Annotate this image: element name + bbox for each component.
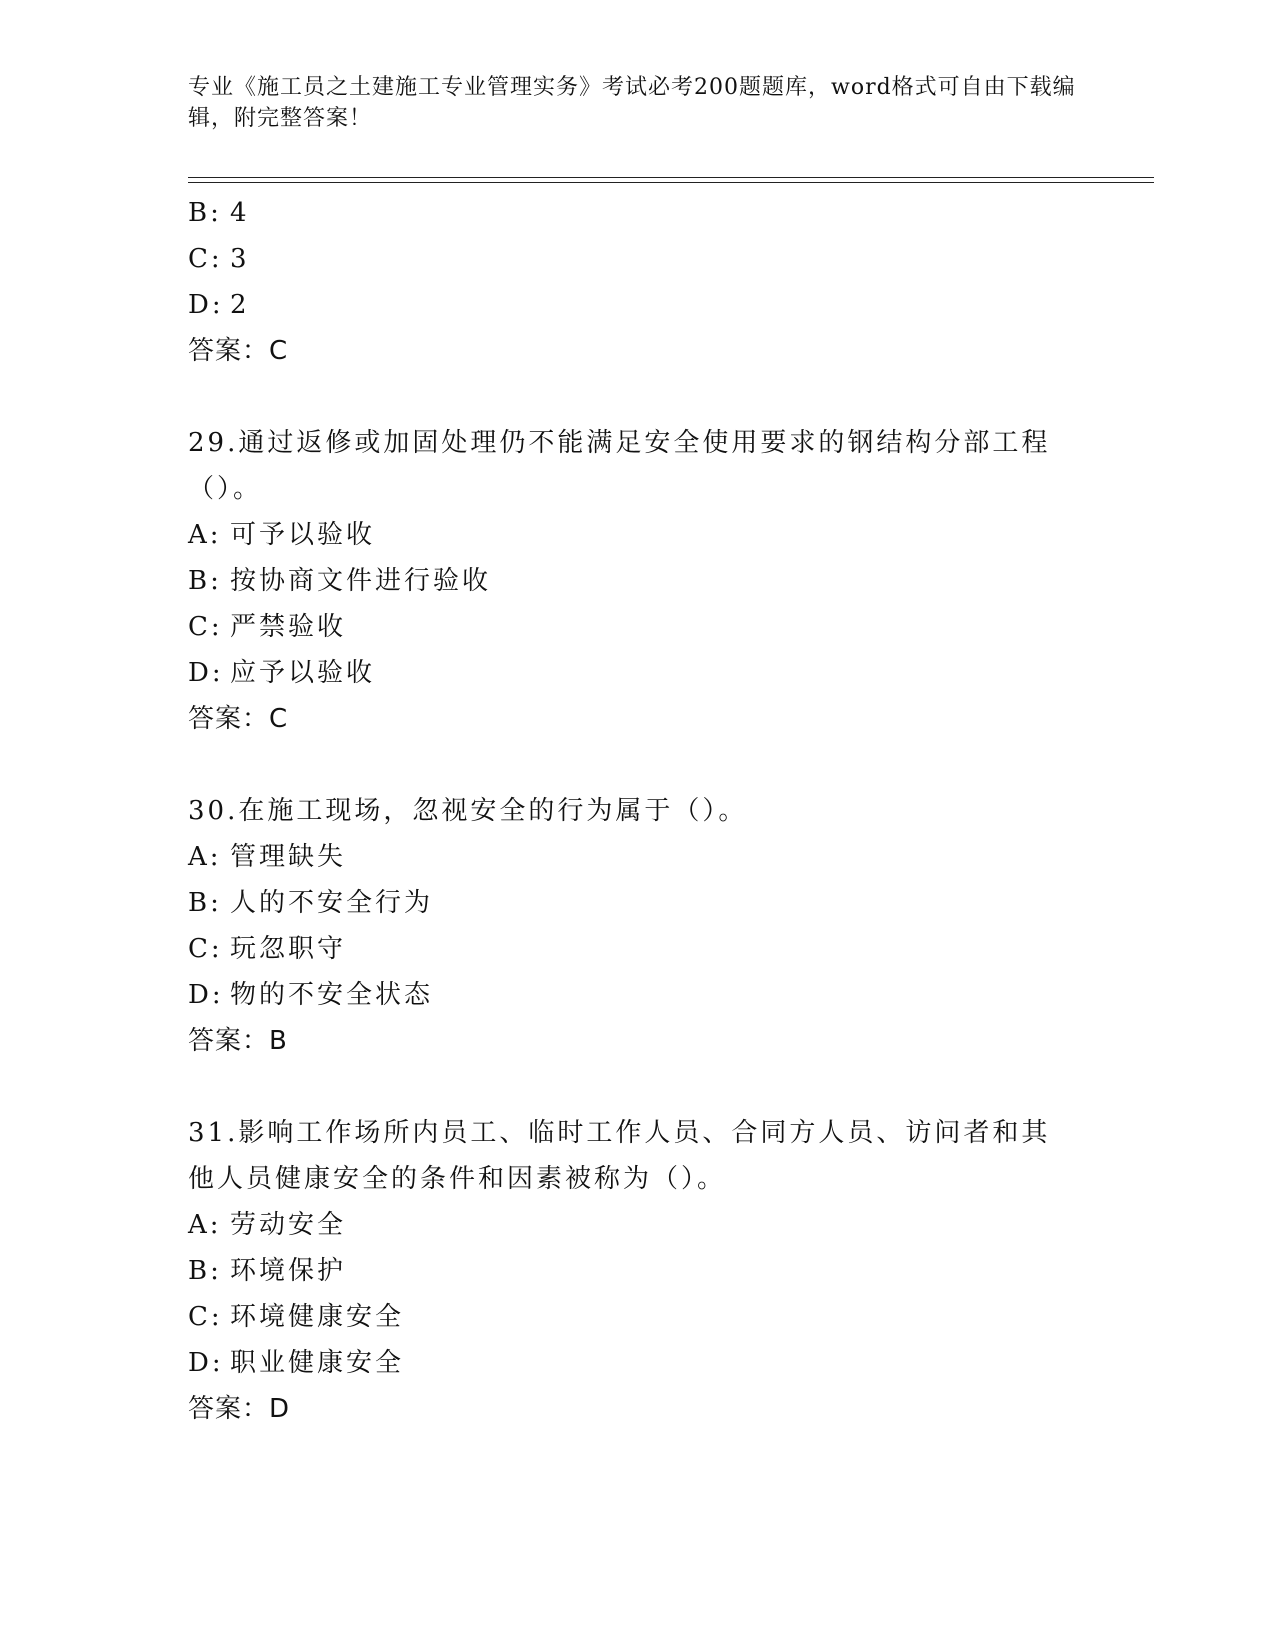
option-label: C: <box>188 1302 223 1332</box>
option-text: 3 <box>230 244 250 274</box>
option-text: 严禁验收 <box>230 612 347 642</box>
option-c <box>188 604 1088 650</box>
option-label: D: <box>188 290 224 320</box>
question-30 <box>188 788 1088 1064</box>
option-text: 物的不安全状态 <box>230 980 434 1010</box>
option-label: C: <box>188 612 223 642</box>
option-b <box>188 190 1088 236</box>
option-label: A: <box>188 520 222 550</box>
option-label: B: <box>188 888 222 918</box>
option-label: D: <box>188 658 224 688</box>
option-text: 管理缺失 <box>230 842 347 872</box>
option-text: 人的不安全行为 <box>230 888 434 918</box>
option-label: B: <box>188 198 222 228</box>
option-text: 按协商文件进行验收 <box>230 566 492 596</box>
option-b <box>188 1248 1088 1294</box>
answer-line: 答案：C <box>188 704 289 734</box>
option-text: 4 <box>230 198 250 228</box>
question-list <box>188 190 1088 1432</box>
header-rule-bottom <box>188 182 1154 183</box>
option-label: C: <box>188 244 223 274</box>
option-b <box>188 880 1088 926</box>
answer-line: 答案：B <box>188 1026 288 1056</box>
question-29 <box>188 420 1088 742</box>
option-a <box>188 834 1088 880</box>
option-a <box>188 512 1088 558</box>
document-header: 专业《施工员之土建施工专业管理实务》考试必考200题题库，word格式可自由下载编辑，附完整答案！ <box>188 75 1076 131</box>
option-label: D: <box>188 1348 224 1378</box>
option-a <box>188 1202 1088 1248</box>
option-label: B: <box>188 1256 222 1286</box>
option-d <box>188 1340 1088 1386</box>
answer-line: 答案：C <box>188 336 289 366</box>
option-c <box>188 1294 1088 1340</box>
option-label: B: <box>188 566 222 596</box>
option-b <box>188 558 1088 604</box>
option-label: A: <box>188 842 222 872</box>
option-text: 环境健康安全 <box>230 1302 405 1332</box>
option-label: C: <box>188 934 223 964</box>
option-label: D: <box>188 980 224 1010</box>
option-c <box>188 236 1088 282</box>
question-31 <box>188 1110 1088 1432</box>
carryover-block <box>188 190 1088 374</box>
option-text: 劳动安全 <box>230 1210 347 1240</box>
question-stem: 30.在施工现场，忽视安全的行为属于（）。 <box>188 796 748 826</box>
option-d <box>188 282 1088 328</box>
option-text: 可予以验收 <box>230 520 376 550</box>
option-label: A: <box>188 1210 222 1240</box>
question-stem: 31.影响工作场所内员工、临时工作人员、合同方人员、访问者和其他人员健康安全的条件和因素被称为（）。 <box>188 1118 1051 1194</box>
option-text: 应予以验收 <box>230 658 376 688</box>
option-c <box>188 926 1088 972</box>
option-text: 2 <box>230 290 250 320</box>
option-text: 玩忽职守 <box>230 934 347 964</box>
answer-line: 答案：D <box>188 1394 291 1424</box>
option-text: 环境保护 <box>230 1256 347 1286</box>
option-text: 职业健康安全 <box>230 1348 405 1378</box>
option-d <box>188 972 1088 1018</box>
question-stem: 29.通过返修或加固处理仍不能满足安全使用要求的钢结构分部工程（）。 <box>188 428 1051 504</box>
header-rule-top <box>188 177 1154 178</box>
option-d <box>188 650 1088 696</box>
